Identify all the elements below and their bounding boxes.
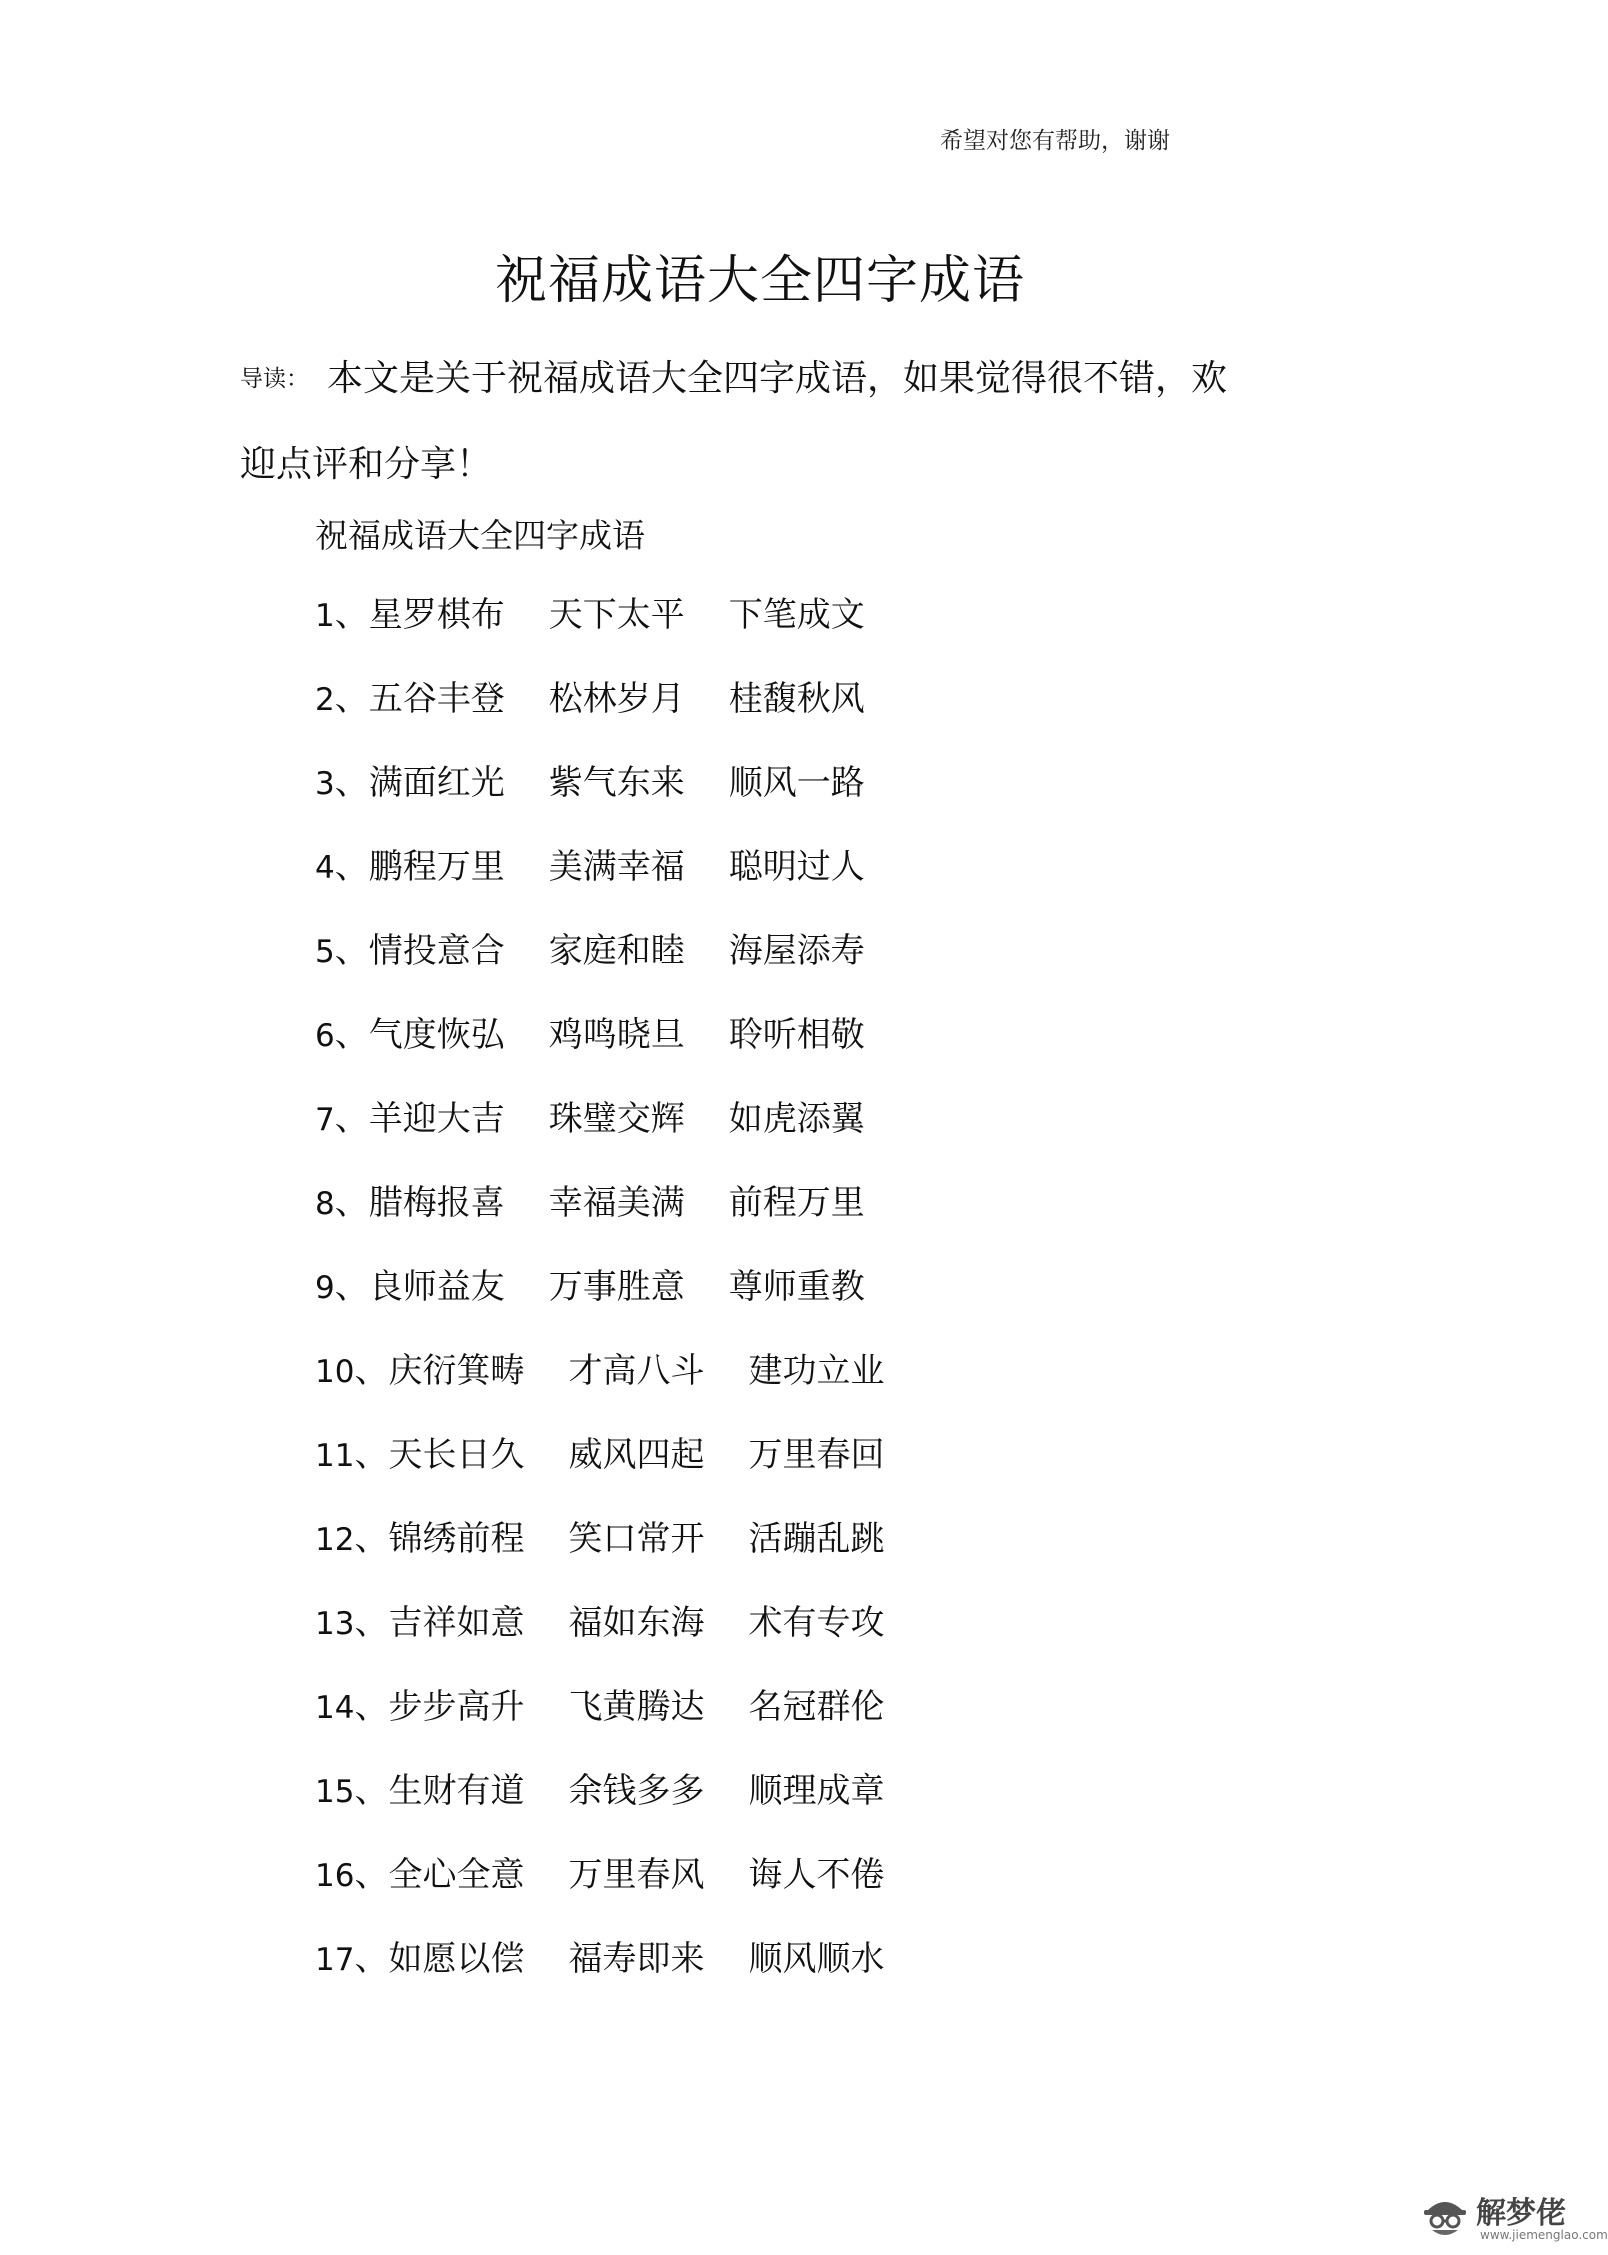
intro-text: 本文是关于祝福成语大全四字成语，如果觉得很不错，欢迎点评和分享！: [240, 358, 1228, 485]
list-item: [315, 1259, 928, 1343]
idiom-phrase: 吉祥如意: [388, 1603, 525, 1643]
idiom-phrase: 满面红光: [368, 763, 505, 803]
list-item-number: 13: [315, 1606, 355, 1642]
idiom-phrase: 余钱多多: [568, 1771, 705, 1811]
idiom-phrase: 万里春风: [568, 1855, 705, 1895]
list-item: [315, 1427, 928, 1511]
idiom-phrase: 庆衍箕畴: [388, 1351, 525, 1391]
idiom-phrase: 聆听相敬: [728, 1015, 865, 1055]
list-item-number: 7: [315, 1102, 335, 1138]
idiom-phrase: 气度恢弘: [368, 1015, 505, 1055]
idiom-phrase: 生财有道: [388, 1771, 525, 1811]
list-item: [315, 923, 928, 1007]
idiom-phrase: 全心全意: [388, 1855, 525, 1895]
list-item-separator: 、: [334, 1267, 369, 1307]
section-subheading: 祝福成语大全四字成语: [315, 516, 645, 555]
watermark-brand: 解梦佬: [1476, 2196, 1566, 2231]
idiom-phrase: 飞黄腾达: [568, 1687, 705, 1727]
idiom-phrase: 腊梅报喜: [368, 1183, 505, 1223]
list-item-number: 16: [315, 1858, 355, 1894]
list-item-number: 12: [315, 1522, 355, 1558]
list-item-number: 9: [315, 1270, 335, 1306]
list-item-number: 14: [315, 1690, 355, 1726]
list-item-number: 11: [315, 1438, 355, 1474]
list-item-separator: 、: [334, 1099, 369, 1139]
idiom-phrase: 活蹦乱跳: [748, 1519, 885, 1559]
idiom-phrase: 聪明过人: [728, 847, 865, 887]
idiom-list: [315, 587, 928, 2015]
idiom-phrase: 情投意合: [368, 931, 505, 971]
idiom-phrase: 鸡鸣晓旦: [548, 1015, 685, 1055]
idiom-phrase: 名冠群伦: [748, 1687, 885, 1727]
list-item-separator: 、: [354, 1687, 389, 1727]
idiom-phrase: 天长日久: [388, 1435, 525, 1475]
list-item: [315, 1343, 928, 1427]
idiom-phrase: 诲人不倦: [748, 1855, 885, 1895]
list-item-separator: 、: [354, 1855, 389, 1895]
watermark-logo: [1420, 2188, 1608, 2248]
list-item-separator: 、: [334, 847, 369, 887]
list-item-number: 10: [315, 1354, 355, 1390]
idiom-phrase: 顺风顺水: [748, 1939, 885, 1979]
list-item: [315, 1595, 928, 1679]
idiom-phrase: 天下太平: [548, 595, 685, 635]
idiom-phrase: 尊师重教: [728, 1267, 865, 1307]
page-title: 祝福成语大全四字成语: [494, 251, 1025, 311]
list-item-separator: 、: [354, 1603, 389, 1643]
idiom-phrase: 顺风一路: [728, 763, 865, 803]
list-item: [315, 671, 928, 755]
list-item: [315, 1931, 928, 2015]
idiom-phrase: 星罗棋布: [368, 595, 505, 635]
idiom-phrase: 如愿以偿: [388, 1939, 525, 1979]
idiom-phrase: 笑口常开: [568, 1519, 705, 1559]
list-item-separator: 、: [334, 931, 369, 971]
idiom-phrase: 五谷丰登: [368, 679, 505, 719]
idiom-phrase: 术有专攻: [748, 1603, 885, 1643]
list-item-separator: 、: [354, 1771, 389, 1811]
idiom-phrase: 才高八斗: [568, 1351, 705, 1391]
list-item-separator: 、: [334, 679, 369, 719]
list-item-separator: 、: [334, 1015, 369, 1055]
list-item: [315, 1175, 928, 1259]
idiom-phrase: 前程万里: [728, 1183, 865, 1223]
list-item: [315, 1511, 928, 1595]
list-item: [315, 1679, 928, 1763]
list-item-number: 1: [315, 598, 335, 634]
list-item: [315, 1763, 928, 1847]
list-item-separator: 、: [334, 595, 369, 635]
idiom-phrase: 珠璧交辉: [548, 1099, 685, 1139]
idiom-phrase: 如虎添翼: [728, 1099, 865, 1139]
idiom-phrase: 锦绣前程: [388, 1519, 525, 1559]
header-note: 希望对您有帮助，谢谢: [940, 128, 1170, 154]
list-item-separator: 、: [354, 1939, 389, 1979]
watermark-url: www.jiemenglao.com: [1480, 2228, 1608, 2242]
idiom-phrase: 万事胜意: [548, 1267, 685, 1307]
face-with-glasses-icon: [1420, 2190, 1470, 2240]
list-item: [315, 1007, 928, 1091]
list-item-number: 8: [315, 1186, 335, 1222]
list-item-separator: 、: [334, 763, 369, 803]
idiom-phrase: 松林岁月: [548, 679, 685, 719]
list-item-number: 15: [315, 1774, 355, 1810]
list-item-number: 2: [315, 682, 335, 718]
intro-paragraph: [240, 336, 1240, 508]
list-item-separator: 、: [354, 1435, 389, 1475]
idiom-phrase: 建功立业: [748, 1351, 885, 1391]
idiom-phrase: 福寿即来: [568, 1939, 705, 1979]
list-item-number: 5: [315, 934, 335, 970]
list-item-number: 4: [315, 850, 335, 886]
list-item-number: 6: [315, 1018, 335, 1054]
list-item: [315, 587, 928, 671]
idiom-phrase: 下笔成文: [728, 595, 865, 635]
idiom-phrase: 万里春回: [748, 1435, 885, 1475]
list-item-separator: 、: [354, 1519, 389, 1559]
idiom-phrase: 福如东海: [568, 1603, 705, 1643]
idiom-phrase: 步步高升: [388, 1687, 525, 1727]
list-item: [315, 1847, 928, 1931]
idiom-phrase: 羊迎大吉: [368, 1099, 505, 1139]
idiom-phrase: 美满幸福: [548, 847, 685, 887]
list-item: [315, 1091, 928, 1175]
idiom-phrase: 良师益友: [368, 1267, 505, 1307]
idiom-phrase: 鹏程万里: [368, 847, 505, 887]
list-item-separator: 、: [354, 1351, 389, 1391]
list-item-number: 17: [315, 1942, 355, 1978]
list-item: [315, 839, 928, 923]
list-item-number: 3: [315, 766, 335, 802]
intro-label: 导读：: [240, 366, 309, 392]
idiom-phrase: 威风四起: [568, 1435, 705, 1475]
idiom-phrase: 家庭和睦: [548, 931, 685, 971]
list-item-separator: 、: [334, 1183, 369, 1223]
idiom-phrase: 海屋添寿: [728, 931, 865, 971]
idiom-phrase: 紫气东来: [548, 763, 685, 803]
list-item: [315, 755, 928, 839]
idiom-phrase: 幸福美满: [548, 1183, 685, 1223]
idiom-phrase: 顺理成章: [748, 1771, 885, 1811]
idiom-phrase: 桂馥秋风: [728, 679, 865, 719]
